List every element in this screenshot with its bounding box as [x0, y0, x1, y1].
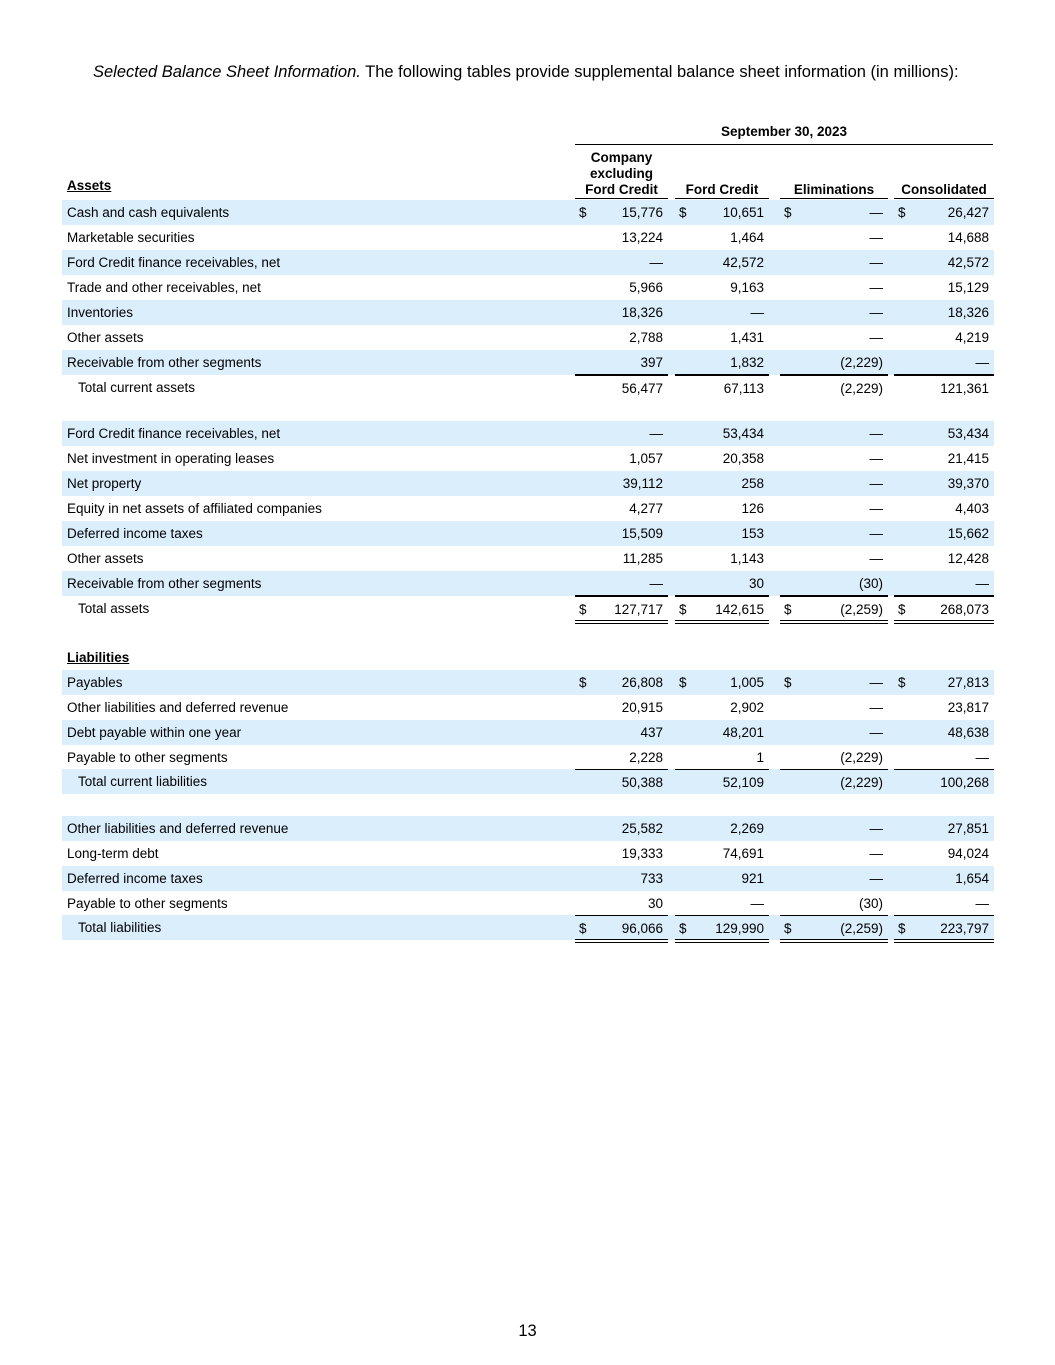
cell-value: 126 [741, 501, 764, 516]
currency-symbol: $ [898, 205, 906, 220]
table-cell [675, 421, 769, 446]
row-label: Long-term debt [67, 846, 159, 861]
cell-value: 50,388 [621, 775, 663, 790]
table-cell [894, 720, 994, 745]
currency-symbol: $ [898, 921, 906, 936]
intro-paragraph [62, 60, 962, 84]
col-header-company-l2: excluding [589, 166, 653, 181]
table-cell [780, 421, 888, 446]
table-cell [575, 250, 668, 275]
currency-symbol: $ [784, 205, 792, 220]
cell-value: 39,370 [947, 476, 989, 491]
cell-value: 27,813 [947, 675, 989, 690]
table-cell [780, 325, 888, 350]
cell-value: 25,582 [621, 821, 663, 836]
cell-value: (2,259) [840, 921, 883, 936]
table-cell [575, 200, 668, 225]
cell-value: (2,229) [840, 355, 883, 370]
cell-value: 11,285 [622, 551, 663, 566]
currency-symbol: $ [579, 205, 587, 220]
cell-value: (2,229) [840, 381, 883, 396]
table-cell [780, 866, 888, 891]
row-label: Cash and cash equivalents [67, 205, 230, 220]
cell-value: 2,228 [629, 750, 663, 765]
currency-symbol: $ [579, 921, 587, 936]
table-cell [575, 325, 668, 350]
cell-value: 1,005 [730, 675, 764, 690]
cell-value: — [869, 675, 883, 690]
cell-value: 1,431 [730, 330, 764, 345]
cell-value: 268,073 [940, 602, 989, 617]
row-label: Payable to other segments [67, 750, 228, 765]
cell-value: 2,269 [730, 821, 764, 836]
cell-value: 4,277 [629, 501, 663, 516]
table-cell [575, 891, 668, 916]
intro-lead: Selected Balance Sheet Information. [93, 63, 361, 81]
currency-symbol: $ [898, 602, 906, 617]
table-cell [894, 275, 994, 300]
table-cell [575, 720, 668, 745]
table-cell [575, 915, 668, 943]
table-cell [575, 446, 668, 471]
table-cell [780, 200, 888, 225]
currency-symbol: $ [579, 675, 587, 690]
table-cell [675, 769, 769, 795]
cell-value: 20,358 [722, 451, 764, 466]
col-header-company-l3: Ford Credit [585, 182, 658, 197]
row-label: Debt payable within one year [67, 725, 242, 740]
cell-value: — [649, 255, 663, 270]
table-cell [894, 471, 994, 496]
cell-value: 30 [748, 576, 764, 591]
table-row [62, 596, 994, 621]
cell-value: 4,403 [955, 501, 989, 516]
table-cell [575, 496, 668, 521]
cell-value: 19,333 [621, 846, 663, 861]
cell-value: — [750, 896, 764, 911]
cell-value: — [869, 426, 883, 441]
cell-value: — [750, 305, 764, 320]
cell-value: — [869, 846, 883, 861]
cell-value: — [975, 576, 989, 591]
cell-value: — [869, 305, 883, 320]
assets-header: Assets [67, 178, 112, 193]
cell-value: 2,788 [629, 330, 663, 345]
row-label: Ford Credit finance receivables, net [67, 426, 281, 441]
cell-value: 26,427 [947, 205, 989, 220]
cell-value: 121,361 [940, 381, 989, 396]
col-header-ford-credit-label: Ford Credit [685, 182, 759, 197]
table-cell [675, 250, 769, 275]
table-row [62, 866, 994, 891]
table-cell [780, 841, 888, 866]
table-cell [575, 471, 668, 496]
cell-value: 921 [741, 871, 764, 886]
table-cell [675, 695, 769, 720]
cell-value: 258 [741, 476, 764, 491]
table-row [62, 350, 994, 375]
cell-value: 53,434 [722, 426, 764, 441]
table-cell [675, 300, 769, 325]
table-cell [780, 596, 888, 624]
cell-value: 1,654 [955, 871, 989, 886]
cell-value: 48,638 [947, 725, 989, 740]
currency-symbol: $ [784, 602, 792, 617]
cell-value: — [975, 355, 989, 370]
cell-value: 10,651 [722, 205, 764, 220]
period-header: September 30, 2023 [575, 122, 993, 145]
table-row [62, 571, 994, 596]
table-cell [894, 841, 994, 866]
table-cell [894, 670, 994, 695]
table-cell [675, 225, 769, 250]
cell-value: 26,808 [621, 675, 663, 690]
table-cell [780, 720, 888, 745]
row-label: Net property [67, 476, 142, 491]
table-row [62, 200, 994, 225]
table-cell [675, 375, 769, 401]
cell-value: 12,428 [947, 551, 989, 566]
table-cell [780, 816, 888, 841]
table-cell [780, 375, 888, 401]
table-row [62, 375, 994, 400]
row-label: Total current liabilities [78, 774, 208, 789]
cell-value: — [869, 330, 883, 345]
row-label: Deferred income taxes [67, 871, 203, 886]
currency-symbol: $ [679, 602, 687, 617]
cell-value: 153 [741, 526, 764, 541]
table-row [62, 521, 994, 546]
cell-value: — [869, 551, 883, 566]
table-row [62, 496, 994, 521]
table-cell [675, 471, 769, 496]
table-cell [575, 745, 668, 770]
table-cell [894, 695, 994, 720]
table-cell [894, 200, 994, 225]
section-header-row [62, 645, 994, 670]
row-label: Other assets [67, 551, 144, 566]
table-cell [575, 670, 668, 695]
cell-value: — [869, 501, 883, 516]
row-label: Deferred income taxes [67, 526, 203, 541]
currency-symbol: $ [784, 675, 792, 690]
cell-value: 27,851 [947, 821, 989, 836]
cell-value: — [869, 526, 883, 541]
table-cell [894, 421, 994, 446]
table-cell [894, 350, 994, 375]
row-label: Net investment in operating leases [67, 451, 275, 466]
cell-value: 14,688 [947, 230, 989, 245]
row-label: Other liabilities and deferred revenue [67, 700, 289, 715]
table-cell [675, 915, 769, 943]
table-cell [675, 670, 769, 695]
row-label: Total assets [78, 601, 150, 616]
col-header-company [575, 148, 668, 199]
cell-value: 100,268 [940, 775, 989, 790]
row-label: Inventories [67, 305, 134, 320]
table-cell [575, 421, 668, 446]
cell-value: — [975, 896, 989, 911]
row-label: Total current assets [78, 380, 196, 395]
table-row [62, 695, 994, 720]
cell-value: — [869, 205, 883, 220]
table-cell [675, 571, 769, 596]
table-cell [575, 571, 668, 596]
table-row [62, 325, 994, 350]
table-row [62, 745, 994, 770]
cell-value: 15,129 [947, 280, 989, 295]
col-header-company-l1: Company [590, 150, 653, 165]
cell-value: 48,201 [722, 725, 764, 740]
table-cell [675, 546, 769, 571]
table-cell [675, 350, 769, 375]
table-cell [675, 496, 769, 521]
table-cell [675, 745, 769, 770]
table-cell [575, 866, 668, 891]
table-cell [675, 521, 769, 546]
col-header-eliminations-label: Eliminations [793, 182, 875, 197]
table-cell [780, 571, 888, 596]
row-label: Liabilities [67, 650, 130, 665]
table-cell [575, 769, 668, 795]
col-header-ford-credit [675, 148, 769, 199]
col-header-eliminations [780, 148, 888, 199]
table-row [62, 275, 994, 300]
table-row [62, 769, 994, 794]
table-cell [780, 225, 888, 250]
table-cell [894, 915, 994, 943]
table-cell [575, 695, 668, 720]
row-label: Receivable from other segments [67, 576, 262, 591]
table-cell [894, 446, 994, 471]
cell-value: — [649, 426, 663, 441]
table-cell [675, 816, 769, 841]
table-row [62, 915, 994, 940]
table-row [62, 446, 994, 471]
table-cell [575, 816, 668, 841]
table-row [62, 471, 994, 496]
table-cell [575, 350, 668, 375]
table-cell [675, 200, 769, 225]
currency-symbol: $ [679, 205, 687, 220]
table-cell [675, 596, 769, 624]
table-cell [780, 496, 888, 521]
currency-symbol: $ [784, 921, 792, 936]
row-label: Marketable securities [67, 230, 195, 245]
table-row [62, 816, 994, 841]
table-row [62, 670, 994, 695]
cell-value: 1,464 [730, 230, 764, 245]
cell-value: 1 [756, 750, 764, 765]
table-cell [780, 915, 888, 943]
cell-value: — [869, 255, 883, 270]
cell-value: 437 [640, 725, 663, 740]
row-label: Equity in net assets of affiliated companies [67, 501, 322, 516]
cell-value: 5,966 [629, 280, 663, 295]
table-row [62, 225, 994, 250]
cell-value: — [649, 576, 663, 591]
table-cell [675, 446, 769, 471]
cell-value: — [869, 451, 883, 466]
table-cell [780, 521, 888, 546]
col-header-consolidated [894, 148, 994, 199]
cell-value: — [869, 725, 883, 740]
cell-value: 30 [647, 896, 663, 911]
cell-value: (2,229) [840, 750, 883, 765]
cell-value: 67,113 [723, 381, 764, 396]
table-cell [675, 891, 769, 916]
cell-value: 23,817 [947, 700, 989, 715]
table-cell [894, 571, 994, 596]
cell-value: 15,662 [947, 526, 989, 541]
cell-value: 96,066 [621, 921, 663, 936]
cell-value: 1,143 [730, 551, 764, 566]
row-label: Other assets [67, 330, 144, 345]
table-cell [575, 546, 668, 571]
table-cell [575, 375, 668, 401]
cell-value: 94,024 [947, 846, 989, 861]
cell-value: (2,229) [840, 775, 883, 790]
cell-value: 18,326 [621, 305, 663, 320]
table-cell [894, 596, 994, 624]
cell-value: 13,224 [621, 230, 663, 245]
cell-value: 53,434 [947, 426, 989, 441]
table-cell [575, 275, 668, 300]
table-cell [894, 769, 994, 795]
row-label: Total liabilities [78, 920, 162, 935]
table-cell [780, 769, 888, 795]
table-cell [894, 496, 994, 521]
cell-value: 15,509 [621, 526, 663, 541]
table-cell [894, 816, 994, 841]
cell-value: 223,797 [940, 921, 989, 936]
cell-value: 9,163 [730, 280, 764, 295]
table-cell [575, 300, 668, 325]
table-row [62, 300, 994, 325]
table-cell [780, 670, 888, 695]
currency-symbol: $ [679, 675, 687, 690]
row-label: Payables [67, 675, 123, 690]
cell-value: 42,572 [722, 255, 764, 270]
table-cell [780, 471, 888, 496]
row-label: Trade and other receivables, net [67, 280, 261, 295]
cell-value: — [869, 821, 883, 836]
cell-value: 21,415 [947, 451, 989, 466]
currency-symbol: $ [679, 921, 687, 936]
table-cell [894, 375, 994, 401]
cell-value: — [869, 230, 883, 245]
table-cell [894, 225, 994, 250]
table-cell [780, 275, 888, 300]
table-row [62, 720, 994, 745]
cell-value: 142,615 [715, 602, 764, 617]
cell-value: 15,776 [621, 205, 663, 220]
table-row [62, 891, 994, 916]
row-label: Receivable from other segments [67, 355, 262, 370]
cell-value: (2,259) [840, 602, 883, 617]
table-cell [780, 250, 888, 275]
table-cell [575, 521, 668, 546]
cell-value: 1,057 [629, 451, 663, 466]
cell-value: 20,915 [621, 700, 663, 715]
row-label: Payable to other segments [67, 896, 228, 911]
table-cell [675, 325, 769, 350]
cell-value: 18,326 [947, 305, 989, 320]
table-cell [894, 325, 994, 350]
cell-value: — [869, 280, 883, 295]
page-number: 13 [518, 1322, 537, 1340]
currency-symbol: $ [579, 602, 587, 617]
intro-text: The following tables provide supplemental balance sheet information (in millions): [365, 63, 959, 81]
table-cell [894, 300, 994, 325]
table-cell [780, 891, 888, 916]
table-cell [675, 841, 769, 866]
table-cell [780, 695, 888, 720]
table-cell [575, 841, 668, 866]
cell-value: 127,717 [614, 602, 663, 617]
cell-value: (30) [858, 896, 883, 911]
row-label: Other liabilities and deferred revenue [67, 821, 289, 836]
cell-value: 39,112 [622, 476, 663, 491]
table-row [62, 546, 994, 571]
col-header-consolidated-label: Consolidated [901, 182, 987, 197]
cell-value: 42,572 [947, 255, 989, 270]
cell-value: — [869, 476, 883, 491]
cell-value: — [975, 750, 989, 765]
table-cell [780, 446, 888, 471]
table-cell [894, 891, 994, 916]
currency-symbol: $ [898, 675, 906, 690]
table-row [62, 421, 994, 446]
table-cell [894, 250, 994, 275]
cell-value: — [869, 700, 883, 715]
cell-value: 397 [640, 355, 663, 370]
table-cell [575, 596, 668, 624]
cell-value: — [869, 871, 883, 886]
cell-value: 733 [640, 871, 663, 886]
table-cell [675, 275, 769, 300]
cell-value: 1,832 [730, 355, 764, 370]
table-cell [675, 720, 769, 745]
cell-value: 4,219 [955, 330, 989, 345]
table-cell [780, 350, 888, 375]
table-cell [894, 866, 994, 891]
table-cell [780, 546, 888, 571]
table-cell [894, 521, 994, 546]
table-cell [780, 300, 888, 325]
cell-value: 74,691 [722, 846, 764, 861]
cell-value: 129,990 [715, 921, 764, 936]
cell-value: 52,109 [722, 775, 764, 790]
table-cell [780, 745, 888, 770]
cell-value: (30) [858, 576, 883, 591]
table-cell [675, 866, 769, 891]
cell-value: 56,477 [621, 381, 663, 396]
table-cell [575, 225, 668, 250]
table-cell [894, 745, 994, 770]
table-cell [894, 546, 994, 571]
table-row [62, 841, 994, 866]
cell-value: 2,902 [730, 700, 764, 715]
table-row [62, 250, 994, 275]
row-label: Ford Credit finance receivables, net [67, 255, 281, 270]
